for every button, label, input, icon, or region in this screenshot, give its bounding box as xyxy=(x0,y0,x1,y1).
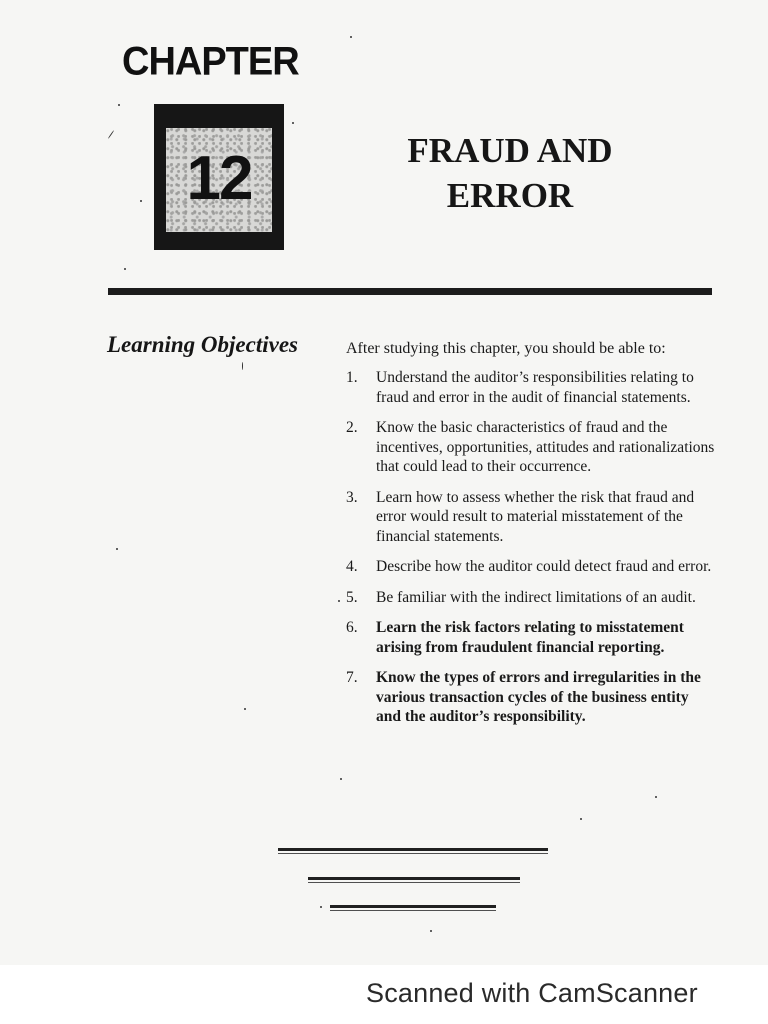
objective-item xyxy=(346,618,716,657)
footer-rule-middle-thin xyxy=(308,882,520,883)
scan-speck xyxy=(108,130,115,139)
objective-text: Learn the risk factors relating to misstatement arising from fraudulent financial reporting. xyxy=(376,619,684,656)
objective-number: 3. xyxy=(346,488,358,506)
objective-item xyxy=(346,588,716,608)
objective-number: 1. xyxy=(346,369,358,386)
objective-text: Be familiar with the indirect limitations of an audit. xyxy=(376,588,696,606)
footer-rule-top-thin xyxy=(278,853,548,854)
scan-speck xyxy=(124,268,126,270)
chapter-title xyxy=(360,128,660,218)
chapter-number: 12 xyxy=(186,144,252,213)
footer-rule-middle xyxy=(308,877,520,880)
objective-number: 2. xyxy=(346,419,358,436)
scan-speck xyxy=(430,930,432,932)
scan-speck xyxy=(292,122,294,124)
scan-speck xyxy=(116,548,118,550)
learning-objectives-heading: Learning Objectives xyxy=(107,332,298,357)
scan-speck xyxy=(350,36,352,38)
scan-speck xyxy=(140,200,142,202)
objective-item xyxy=(346,668,716,727)
objective-item xyxy=(346,557,716,577)
chapter-number-box xyxy=(154,104,284,250)
chapter-label: CHAPTER xyxy=(122,40,299,85)
footer-rule-bottom xyxy=(330,905,496,908)
objective-text: Know the basic characteristics of fraud and the incentives, opportunities, attitudes and rationalizations that could lead to their occurrence. xyxy=(376,419,715,475)
chapter-title-line-1: FRAUD AND xyxy=(407,131,613,170)
objective-text: Know the types of errors and irregularities in the various transaction cycles of the business entity and the auditor’s responsibility. xyxy=(376,669,701,725)
objective-number: 7. xyxy=(346,669,358,686)
objective-number: 4. xyxy=(346,558,358,575)
scan-speck xyxy=(340,778,342,780)
scan-speck xyxy=(655,796,657,798)
objective-item xyxy=(346,418,716,477)
footer-rule-top xyxy=(278,848,548,851)
header-divider xyxy=(108,288,712,295)
objective-number: 6. xyxy=(346,619,358,636)
learning-objectives-list xyxy=(346,368,716,738)
scan-speck xyxy=(118,104,120,106)
objective-text: Describe how the auditor could detect fraud and error. xyxy=(376,558,712,575)
scan-speck xyxy=(580,818,582,820)
chapter-number-box-inner xyxy=(166,128,272,232)
objective-item xyxy=(346,368,716,407)
learning-objectives-intro: After studying this chapter, you should be able to: xyxy=(346,340,666,357)
scan-speck xyxy=(320,906,322,908)
camscanner-watermark: Scanned with CamScanner xyxy=(366,978,698,1008)
scan-speck xyxy=(242,362,243,370)
objective-number: 5. xyxy=(346,588,358,606)
scan-speck xyxy=(338,600,340,602)
chapter-title-line-2: ERROR xyxy=(446,176,574,215)
objective-item xyxy=(346,488,716,547)
objective-text: Learn how to assess whether the risk that fraud and error would result to material misstatement of the financial statements. xyxy=(376,488,695,545)
objective-text: Understand the auditor’s responsibilities relating to fraud and error in the audit of financial statements. xyxy=(376,369,694,406)
scan-speck xyxy=(244,708,246,710)
footer-rule-bottom-thin xyxy=(330,910,496,911)
